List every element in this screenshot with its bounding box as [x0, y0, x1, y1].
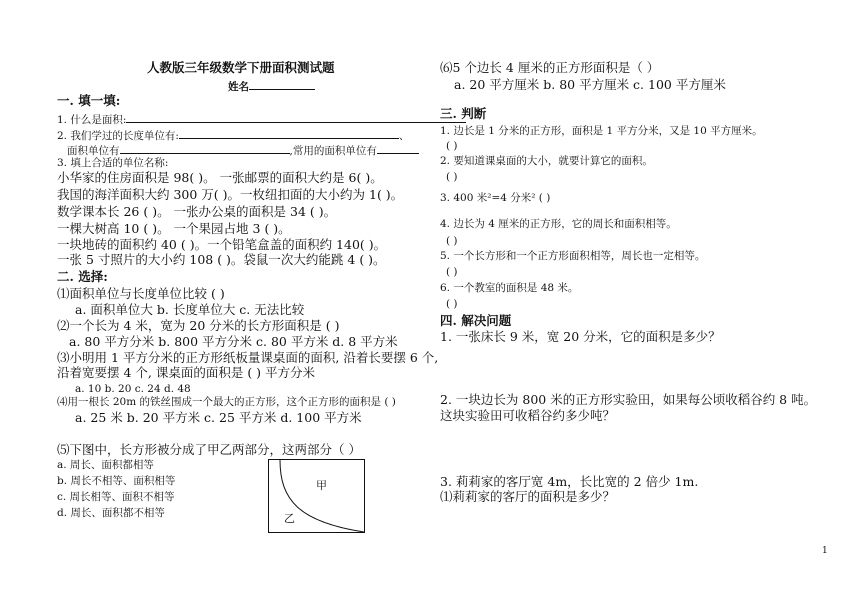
s1-fill-line: 数学课本长 26 ( )。 一张办公桌的面积是 34 ( )。	[57, 204, 337, 219]
s2-q5: ⑸下图中，长方形被分成了甲乙两部分，这两部分（ ）	[57, 442, 361, 457]
s1-q3: 3. 填上合适的单位名称:	[57, 157, 169, 169]
s1-q2a-blank	[179, 128, 399, 139]
s1-q2b-blank-2	[377, 143, 419, 154]
s1-q2a-text: 2. 我们学过的长度单位有:	[57, 130, 179, 142]
s1-fill-line: 我国的海洋面积大约 300 万( )。一枚纽扣面的大小约为 1( )。	[57, 187, 404, 202]
s3-item: 2. 要知道课桌面的大小，就要计算它的面积。	[440, 155, 653, 167]
s4-problem-3-line-2: ⑴莉莉家的客厅的面积是多少？	[440, 489, 616, 504]
section-1-heading: 一. 填一填:	[57, 93, 121, 108]
s2-q3-options: a. 10 b. 20 c. 24 d. 48	[75, 383, 191, 395]
figure-label-jia: 甲	[316, 479, 327, 492]
s1-fill-line: 一棵大树高 10 ( )。 一个果园占地 3 ( )。	[57, 221, 291, 236]
s1-q1-text: 1. 什么是面积:	[57, 114, 127, 126]
page-number: 1	[822, 546, 828, 556]
page-title: 人教版三年级数学下册面积测试题	[147, 60, 335, 75]
s1-fill-line: 一块地砖的面积约 40 ( )。一个铅笔盒盖的面积约 140( )。	[57, 237, 387, 252]
s2-q6: ⑹5 个边长 4 厘米的正方形面积是（ ）	[440, 60, 660, 75]
s4-problem-2-line-1: 2. 一块边长为 800 米的正方形实验田，如果每公顷收稻谷约 8 吨。	[440, 392, 817, 407]
s1-fill-line: 一张 5 寸照片的大小约 108 ( )。袋鼠一次大约能跳 4 ( )。	[57, 252, 386, 267]
rectangle-figure	[268, 459, 365, 533]
s2-q5-option: b. 周长不相等、面积相等	[57, 475, 176, 487]
s2-q3-line-1: ⑶小明用 1 平方分米的正方形纸板量课桌面的面积, 沿着长要摆 6 个,	[57, 350, 439, 365]
section-3-heading: 三. 判断	[440, 106, 487, 121]
s1-q1	[57, 112, 466, 126]
s1-q2b-blank-1	[120, 143, 290, 154]
s4-problem-3-line-1: 3. 莉莉家的客厅宽 4m，长比宽的 2 倍少 1m.	[440, 474, 699, 489]
s1-q2b	[67, 143, 419, 157]
s2-q5-option: d. 周长、面积都不相等	[57, 507, 165, 519]
s4-problem-1: 1. 一张床长 9 米，宽 20 分米，它的面积是多少？	[440, 329, 721, 344]
s2-q1-options: a. 面积单位大 b. 长度单位大 c. 无法比较	[75, 302, 305, 317]
s2-q5-option: a. 周长、面积都相等	[57, 459, 154, 471]
name-field	[228, 79, 315, 93]
s3-item: 6. 一个教室的面积是 48 米。	[440, 282, 579, 294]
section-2-heading: 二. 选择:	[57, 269, 108, 284]
s1-q2a-end: 、	[398, 130, 410, 142]
s2-q4: ⑷用一根长 20m 的铁丝围成一个最大的正方形，这个正方形的面积是 ( )	[57, 396, 396, 408]
s2-q2-options: a. 80 平方分米 b. 800 平方分米 c. 80 平方米 d. 8 平方米	[69, 334, 398, 349]
s3-blank: ( )	[446, 266, 458, 278]
s1-q2a	[57, 128, 409, 142]
s3-blank: ( )	[446, 171, 458, 183]
s2-q3-line-2: 沿着宽要摆 4 个, 课桌面的面积是 ( ) 平方分米	[57, 365, 316, 380]
s2-q5-option: c. 周长相等、面积不相等	[57, 491, 175, 503]
s2-q1: ⑴面积单位与长度单位比较 ( )	[57, 286, 225, 301]
s1-q2b-text: 面积单位有	[67, 145, 120, 157]
name-label: 姓名	[228, 81, 249, 93]
s1-fill-line: 小华家的住房面积是 98( )。 一张邮票的面积大约是 6( )。	[57, 170, 383, 185]
s3-item: 4. 边长为 4 厘米的正方形，它的周长和面积相等。	[440, 218, 677, 230]
s3-item: 5. 一个长方形和一个正方形面积相等，周长也一定相等。	[440, 250, 706, 262]
s2-q2: ⑵一个长为 4 米，宽为 20 分米的长方形面积是 ( )	[57, 318, 340, 333]
s2-q4-options: a. 25 米 b. 20 平方米 c. 25 平方米 d. 100 平方米	[75, 410, 362, 425]
s3-item: 1. 边长是 1 分米的正方形，面积是 1 平方分米，又是 10 平方厘米。	[440, 125, 763, 137]
section-4-heading: 四. 解决问题	[440, 313, 512, 328]
s4-problem-2-line-2: 这块实验田可收稻谷约多少吨？	[440, 408, 616, 423]
s3-blank: ( )	[446, 140, 458, 152]
s3-blank: ( )	[446, 235, 458, 247]
figure-label-yi: 乙	[284, 512, 295, 525]
s3-blank: ( )	[446, 298, 458, 310]
s1-q1-blank	[126, 112, 466, 123]
s1-q2b-mid: ,常用的面积单位有	[289, 145, 377, 157]
name-blank	[249, 79, 315, 90]
s3-item: 3. 400 米²=4 分米² ( )	[440, 192, 551, 204]
s2-q6-options: a. 20 平方厘米 b. 80 平方厘米 c. 100 平方厘米	[454, 77, 726, 92]
